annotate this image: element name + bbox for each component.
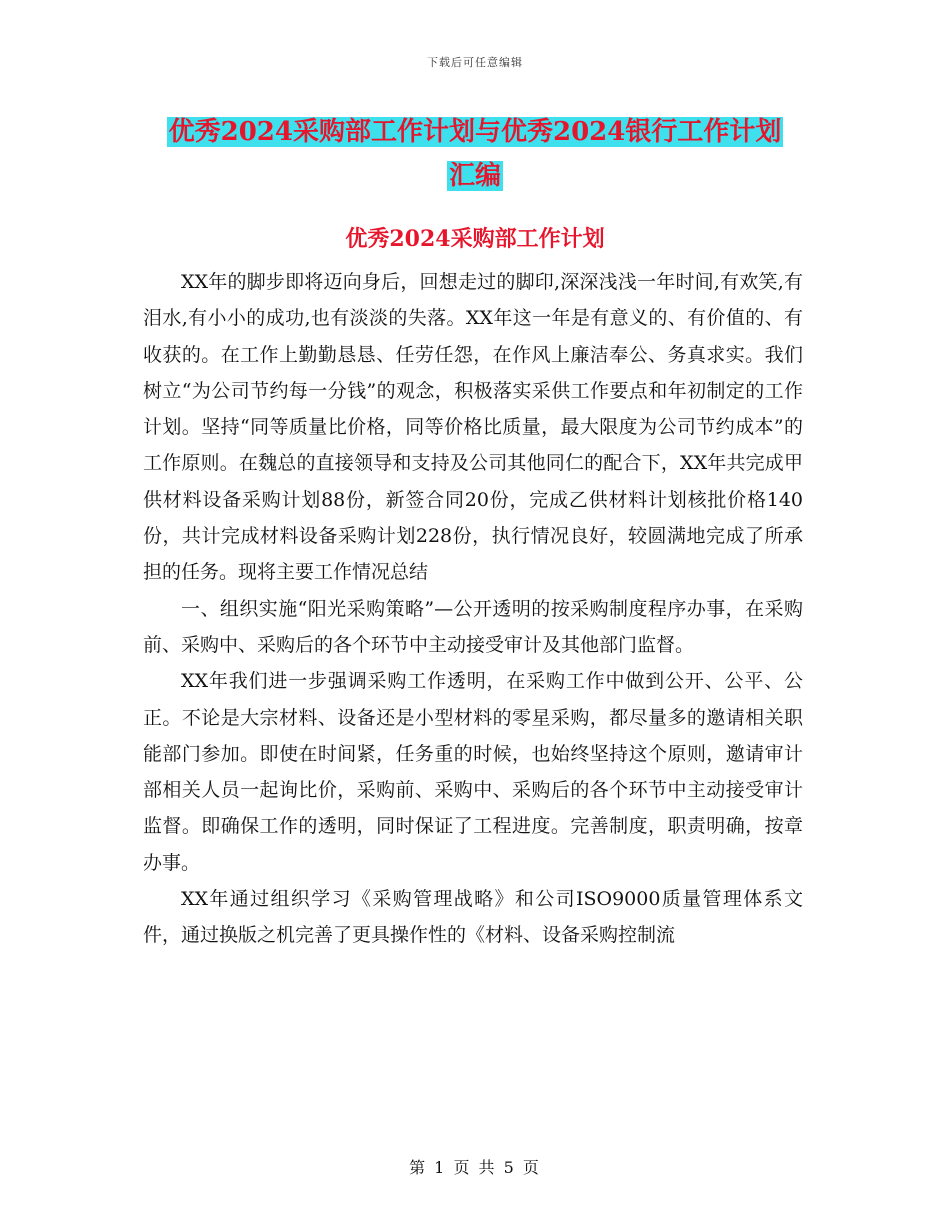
document-body [143,264,803,954]
paragraph-2: 一、组织实施“阳光采购策略”—公开透明的按采购制度程序办事，在采购前、采购中、采购后的各个环节中主动接受审计及其他部门监督。 [143,597,803,656]
document-title-line-2: 汇编 [448,161,501,191]
page-header: 下载后可任意编辑 [427,56,523,69]
section-title: 优秀2024采购部工作计划 [345,226,605,252]
document-title [150,110,800,198]
document-title-line-1: 优秀2024采购部工作计划与优秀2024银行工作计划 [168,117,782,147]
paragraph-3: XX年我们进一步强调采购工作透明，在采购工作中做到公开、公平、公正。不论是大宗材料、设备还是小型材料的零星采购，都尽量多的邀请相关职能部门参加。即使在时间紧，任务重的时候，也始终坚持这个原则，邀请审计部相关人员一起询比价，采购前、采购中、采购后的各个环节中主动接受审计监督。即确保工作的透明，同时保证了工程进度。完善制度，职责明确，按章办事。 [143,670,803,874]
page-footer: 第 1 页 共 5 页 [409,1158,541,1177]
paragraph-4: XX年通过组织学习《采购管理战略》和公司ISO9000质量管理体系文件，通过换版之机完善了更具操作性的《材料、设备采购控制流 [143,888,803,947]
paragraph-1: XX年的脚步即将迈向身后，回想走过的脚印,深深浅浅一年时间,有欢笑,有泪水,有小小的成功,也有淡淡的失落。XX年这一年是有意义的、有价值的、有收获的。在工作上勤勤恳恳、任劳任怨，在作风上廉洁奉公、务真求实。我们树立“为公司节约每一分钱”的观念，积极落实采供工作要点和年初制定的工作计划。坚持“同等质量比价格，同等价格比质量，最大限度为公司节约成本”的工作原则。在魏总的直接领导和支持及公司其他同仁的配合下，XX年共完成甲供材料设备采购计划88份，新签合同20份，完成乙供材料计划核批价格140份，共计完成材料设备采购计划228份，执行情况良好，较圆满地完成了所承担的任务。现将主要工作情况总结 [143,271,803,584]
